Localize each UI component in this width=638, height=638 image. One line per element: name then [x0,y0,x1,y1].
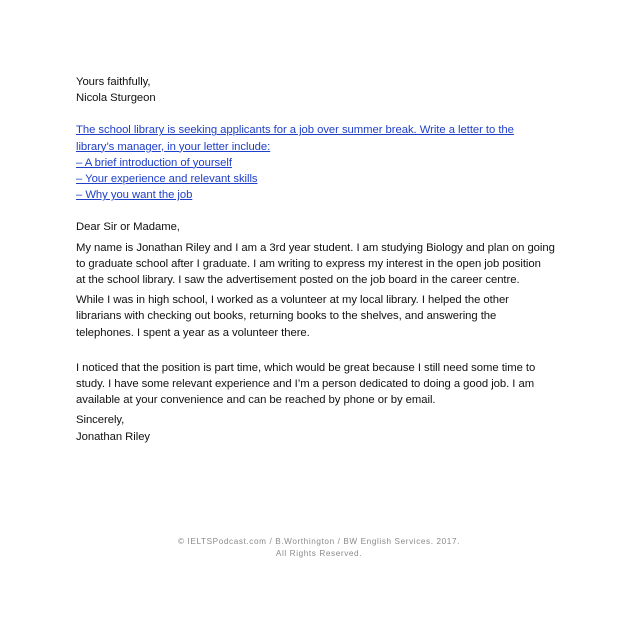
paragraph-line: telephones. I spent a year as a volunteer there. [76,326,310,339]
letter-paragraph-experience [76,292,566,341]
paragraph-line: While I was in high school, I worked as a volunteer at my local library. I helped the other [76,294,509,307]
sign-off-signature: Jonathan Riley [76,430,151,443]
sign-off-valediction: Sincerely, [76,414,125,427]
paragraph-line: at the school library. I saw the advertisement posted on the job board in the career centre. [76,274,520,287]
task-prompt-line-2[interactable]: library’s manager, in your letter include: [76,140,271,153]
task-prompt-bullet-experience[interactable]: – Your experience and relevant skills [76,173,258,186]
previous-letter-closing [76,74,566,106]
letter-paragraph-motivation [76,360,566,409]
task-prompt-line-1[interactable]: The school library is seeking applicants for a job over summer break. Write a letter to the [76,124,514,137]
closing-name: Nicola Sturgeon [76,92,156,105]
paragraph-line: available at your convenience and can be reached by phone or by email. [76,394,436,407]
task-prompt[interactable] [76,122,566,203]
letter-paragraph-introduction [76,240,566,289]
letter-salutation [76,219,566,235]
paragraph-line: to graduate school after I graduate. I am writing to express my interest in the open job position [76,257,541,270]
closing-valediction: Yours faithfully, [76,76,151,88]
paragraph-line: My name is Jonathan Riley and I am a 3rd year student. I am studying Biology and plan on going [76,241,555,254]
task-prompt-bullet-reason[interactable]: – Why you want the job [76,189,193,202]
paragraph-line: study. I have some relevant experience and I’m a person dedicated to doing a good job. I am [76,378,535,391]
paragraph-line: I noticed that the position is part time, which would be great because I still need some time to [76,361,536,374]
copyright-line-2: All Rights Reserved. [275,549,363,558]
document-body [76,74,566,445]
copyright-line-1: © IELTSPodcast.com / B.Worthington / BW English Services. 2017. [178,537,460,546]
letter-sign-off [76,412,566,444]
paragraph-line: librarians with checking out books, returning books to the shelves, and answering the [76,310,497,323]
salutation-text: Dear Sir or Madame, [76,221,180,234]
task-prompt-bullet-introduction[interactable]: – A brief introduction of yourself [76,156,232,169]
copyright-footer [0,536,638,560]
